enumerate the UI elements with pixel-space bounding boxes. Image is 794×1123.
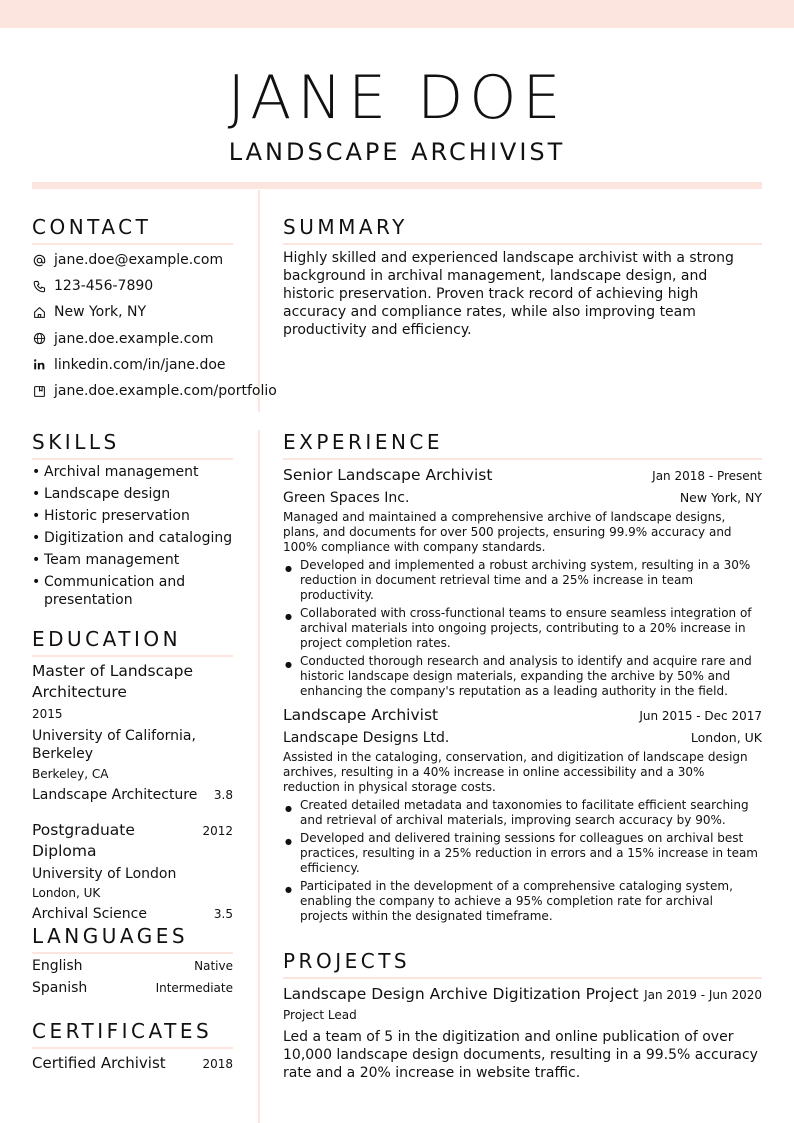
language-row [32,958,233,974]
language-level: Native [194,959,233,973]
contact-linkedin-text: linkedin.com/in/jane.doe [54,356,226,373]
experience-description: Managed and maintained a comprehensive archive of landscape designs, plans, and documents for over 500 projects, ensuring 99.9% accuracy and 100% compliance with company standards. [283,510,732,554]
project-entry [283,984,762,1082]
experience-entry [283,465,762,702]
project-description: Led a team of 5 in the digitization and online publication of over 10,000 landscape design documents, resulting in a 99.5% accuracy rate and a 20% increase in website traffic. [283,1029,758,1081]
skill-item: • Landscape design [32,485,233,503]
education-school: University of California, Berkeley [32,728,196,762]
contact-website[interactable] [32,326,282,352]
contact-list [32,247,282,404]
summary-text: Highly skilled and experienced landscape archivist with a strong background in archival management, landscape design, and historic preservation. Proven track record of achieving high accuracy and compliance rates, while also improving team productivity and efficiency. [283,250,734,338]
education-year: 2012 [202,824,233,838]
experience-location: New York, NY [679,490,762,505]
education-gpa: 3.5 [213,907,233,921]
contact-linkedin[interactable] [32,352,282,378]
languages-heading: LANGUAGES [32,923,233,954]
education-degree: Postgraduate Diploma [32,821,135,860]
experience-bullets [283,798,762,924]
experience-bullet: ● Collaborated with cross-functional teams to ensure seamless integration of archival materials into ongoing projects, contributing to a 20% increase in project completion rates. [283,606,762,651]
education-location: London, UK [32,886,101,900]
contact-phone[interactable] [32,273,282,299]
project-role: Project Lead [283,1008,357,1022]
skill-item: • Team management [32,551,233,569]
skill-item: • Archival management [32,463,233,481]
education-entry [32,661,233,804]
experience-bullet: ● Participated in the development of a comprehensive cataloging system, enabling the company to achieve a 95% completion rate for archival projects within the designated timeframe. [283,879,762,924]
experience-bullet: ● Conducted thorough research and analysis to identify and acquire rare and historic landscape design materials, expanding the archive by 50% and enhancing the company's reputation as a leading authority in the field. [283,654,762,699]
linkedin-icon [32,358,46,372]
education-location: Berkeley, CA [32,767,109,781]
home-icon [32,305,46,319]
contact-portfolio-text: jane.doe.example.com/portfolio [54,383,277,400]
header-divider [32,182,762,189]
certificate-year: 2018 [202,1057,233,1071]
contact-email-text: jane.doe@example.com [54,252,224,269]
portfolio-icon [32,384,46,398]
certificates-heading: CERTIFICATES [32,1018,233,1049]
experience-dates: Jan 2018 - Present [652,469,762,483]
project-title: Landscape Design Archive Digitization Project [283,985,639,1003]
contact-portfolio[interactable] [32,378,282,404]
skills-heading: SKILLS [32,429,233,460]
experience-company: Landscape Designs Ltd. [283,730,450,746]
experience-bullet: ● Created detailed metadata and taxonomies to facilitate efficient searching and retrieval of archival materials, improving search accuracy by 90%. [283,798,762,828]
skill-item: • Digitization and cataloging [32,529,233,547]
education-year: 2015 [32,707,63,721]
education-field: Archival Science [32,906,147,922]
experience-entry [283,705,762,927]
skill-item: • Historic preservation [32,507,233,525]
experience-title: Landscape Archivist [283,706,439,724]
skills-list [32,463,233,613]
experience-bullet: ● Developed and implemented a robust archiving system, resulting in a 30% reduction in document retrieval time and a 25% increase in team productivity. [283,558,762,603]
education-school: University of London [32,866,177,882]
certificate-row [32,1054,233,1072]
contact-phone-text: 123-456-7890 [54,278,154,295]
experience-company: Green Spaces Inc. [283,490,410,506]
education-heading: EDUCATION [32,626,233,657]
contact-email[interactable] [32,247,282,273]
experience-title: Senior Landscape Archivist [283,466,493,484]
at-sign-icon [32,253,46,267]
education-degree: Master of Landscape Architecture [32,662,193,701]
projects-heading: PROJECTS [283,948,762,979]
contact-location-text: New York, NY [54,304,147,321]
project-dates: Jan 2019 - Jun 2020 [644,988,762,1002]
certificate-name: Certified Archivist [32,1054,166,1072]
contact-heading: CONTACT [32,214,233,245]
phone-icon [32,279,46,293]
contact-location [32,299,282,325]
language-name: English [32,958,83,974]
experience-dates: Jun 2015 - Dec 2017 [639,709,762,723]
education-entry [32,820,233,923]
globe-icon [32,332,46,346]
column-divider-bottom [258,430,260,1123]
language-level: Intermediate [155,981,233,995]
experience-heading: EXPERIENCE [283,429,762,460]
summary-heading: SUMMARY [283,214,762,245]
experience-location: London, UK [690,730,762,745]
contact-website-text: jane.doe.example.com [54,330,214,347]
language-row [32,980,233,996]
experience-bullets [283,558,762,699]
top-accent-bar [0,0,794,28]
skill-item: • Communication and presentation [32,573,233,609]
job-title: LANDSCAPE ARCHIVIST [228,138,566,166]
education-field: Landscape Architecture [32,787,198,803]
experience-description: Assisted in the cataloging, conservation, and digitization of landscape design archives, resulting in a 40% increase in online accessibility and a 30% reduction in physical storage costs. [283,750,748,794]
education-gpa: 3.8 [213,788,233,802]
experience-bullet: ● Developed and delivered training sessions for colleagues on archival best practices, resulting in a 25% reduction in errors and a 15% increase in team efficiency. [283,831,762,876]
language-name: Spanish [32,980,88,996]
candidate-name: JANE DOE [227,63,567,133]
